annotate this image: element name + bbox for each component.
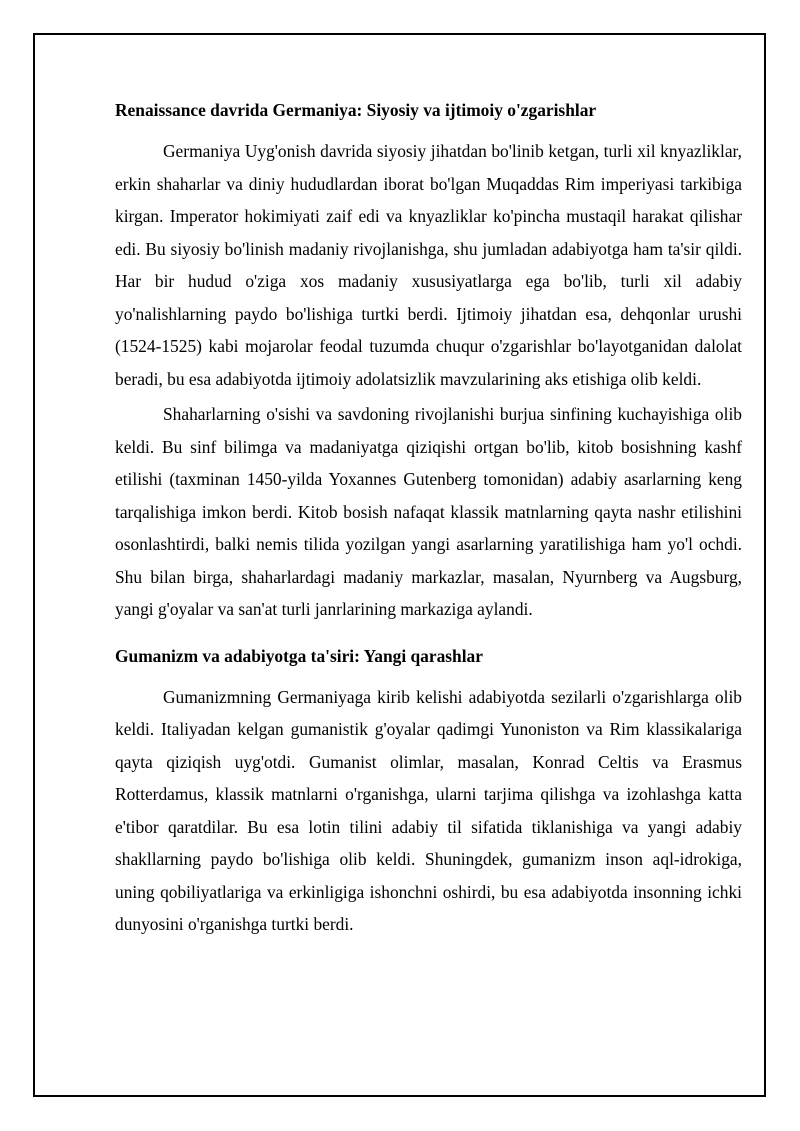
section-heading-germany-renaissance: Renaissance davrida Germaniya: Siyosiy va ijtimoiy o'zgarishlar xyxy=(115,100,597,120)
paragraph-political-division: Germaniya Uyg'onish davrida siyosiy jihatdan bo'linib ketgan, turli xil knyazliklar, erkin shaharlar va diniy hududlardan iborat bo'lgan Muqaddas Rim imperiyasi tarkibiga kirgan. Imperator hokimiyati zaif edi va knyazliklar ko'pincha mustaqil harakat qilishar edi. Bu siyosiy bo'linish madaniy rivojlanishga, shu jumladan adabiyotga ham ta'sir qildi. Har bir hudud o'ziga xos madaniy xususiyatlarga ega bo'lib, turli xil adabiy yo'nalishlarning paydo bo'lishiga turtki berdi. Ijtimoiy jihatdan esa, dehqonlar urushi (1524-1525) kabi mojarolar feodal tuzumda chuqur o'zgarishlar bo'layotganidan dalolat beradi, bu esa adabiyotda ijtimoiy adolatsizlik mavzularining aks etishiga olib keldi. xyxy=(115,141,742,389)
paragraph-cities-and-printing: Shaharlarning o'sishi va savdoning rivojlanishi burjua sinfining kuchayishiga olib keldi. Bu sinf bilimga va madaniyatga qiziqishi ortgan bo'lib, kitob bosishning kashf etilishi (taxminan 1450-yilda Yoxannes Gutenberg tomonidan) adabiy asarlarning keng tarqalishiga imkon berdi. Kitob bosish nafaqat klassik matnlarning qayta nashr etilishini osonlashtirdi, balki nemis tilida yozilgan yangi asarlarning yaratilishiga ham yo'l ochdi. Shu bilan birga, shaharlardagi madaniy markazlar, masalan, Nyurnberg va Augsburg, yangi g'oyalar va san'at turli janrlarining markaziga aylandi. xyxy=(115,404,742,619)
document-body xyxy=(115,96,742,944)
section-heading-humanism: Gumanizm va adabiyotga ta'siri: Yangi qarashlar xyxy=(115,645,483,666)
paragraph-humanism-influence: Gumanizmning Germaniyaga kirib kelishi adabiyotda sezilarli o'zgarishlarga olib keldi. Italiyadan kelgan gumanistik g'oyalar qadimgi Yunoniston va Rim klassikalariga qayta qiziqish uyg'otdi. Gumanist olimlar, masalan, Konrad Celtis va Erasmus Rotterdamus, klassik matnlarni o'rganishga, ularni tarjima qilishga va izohlashga katta e'tibor qaratdilar. Bu esa lotin tilini adabiy til sifatida tiklanishiga va yangi adabiy shakllarning paydo bo'lishiga olib keldi. Shuningdek, gumanizm inson aql-idrokiga, uning qobiliyatlariga va erkinligiga ishonchni oshirdi, bu esa adabiyotda insonning ichki dunyosini o'rganishga turtki berdi. xyxy=(115,686,742,934)
